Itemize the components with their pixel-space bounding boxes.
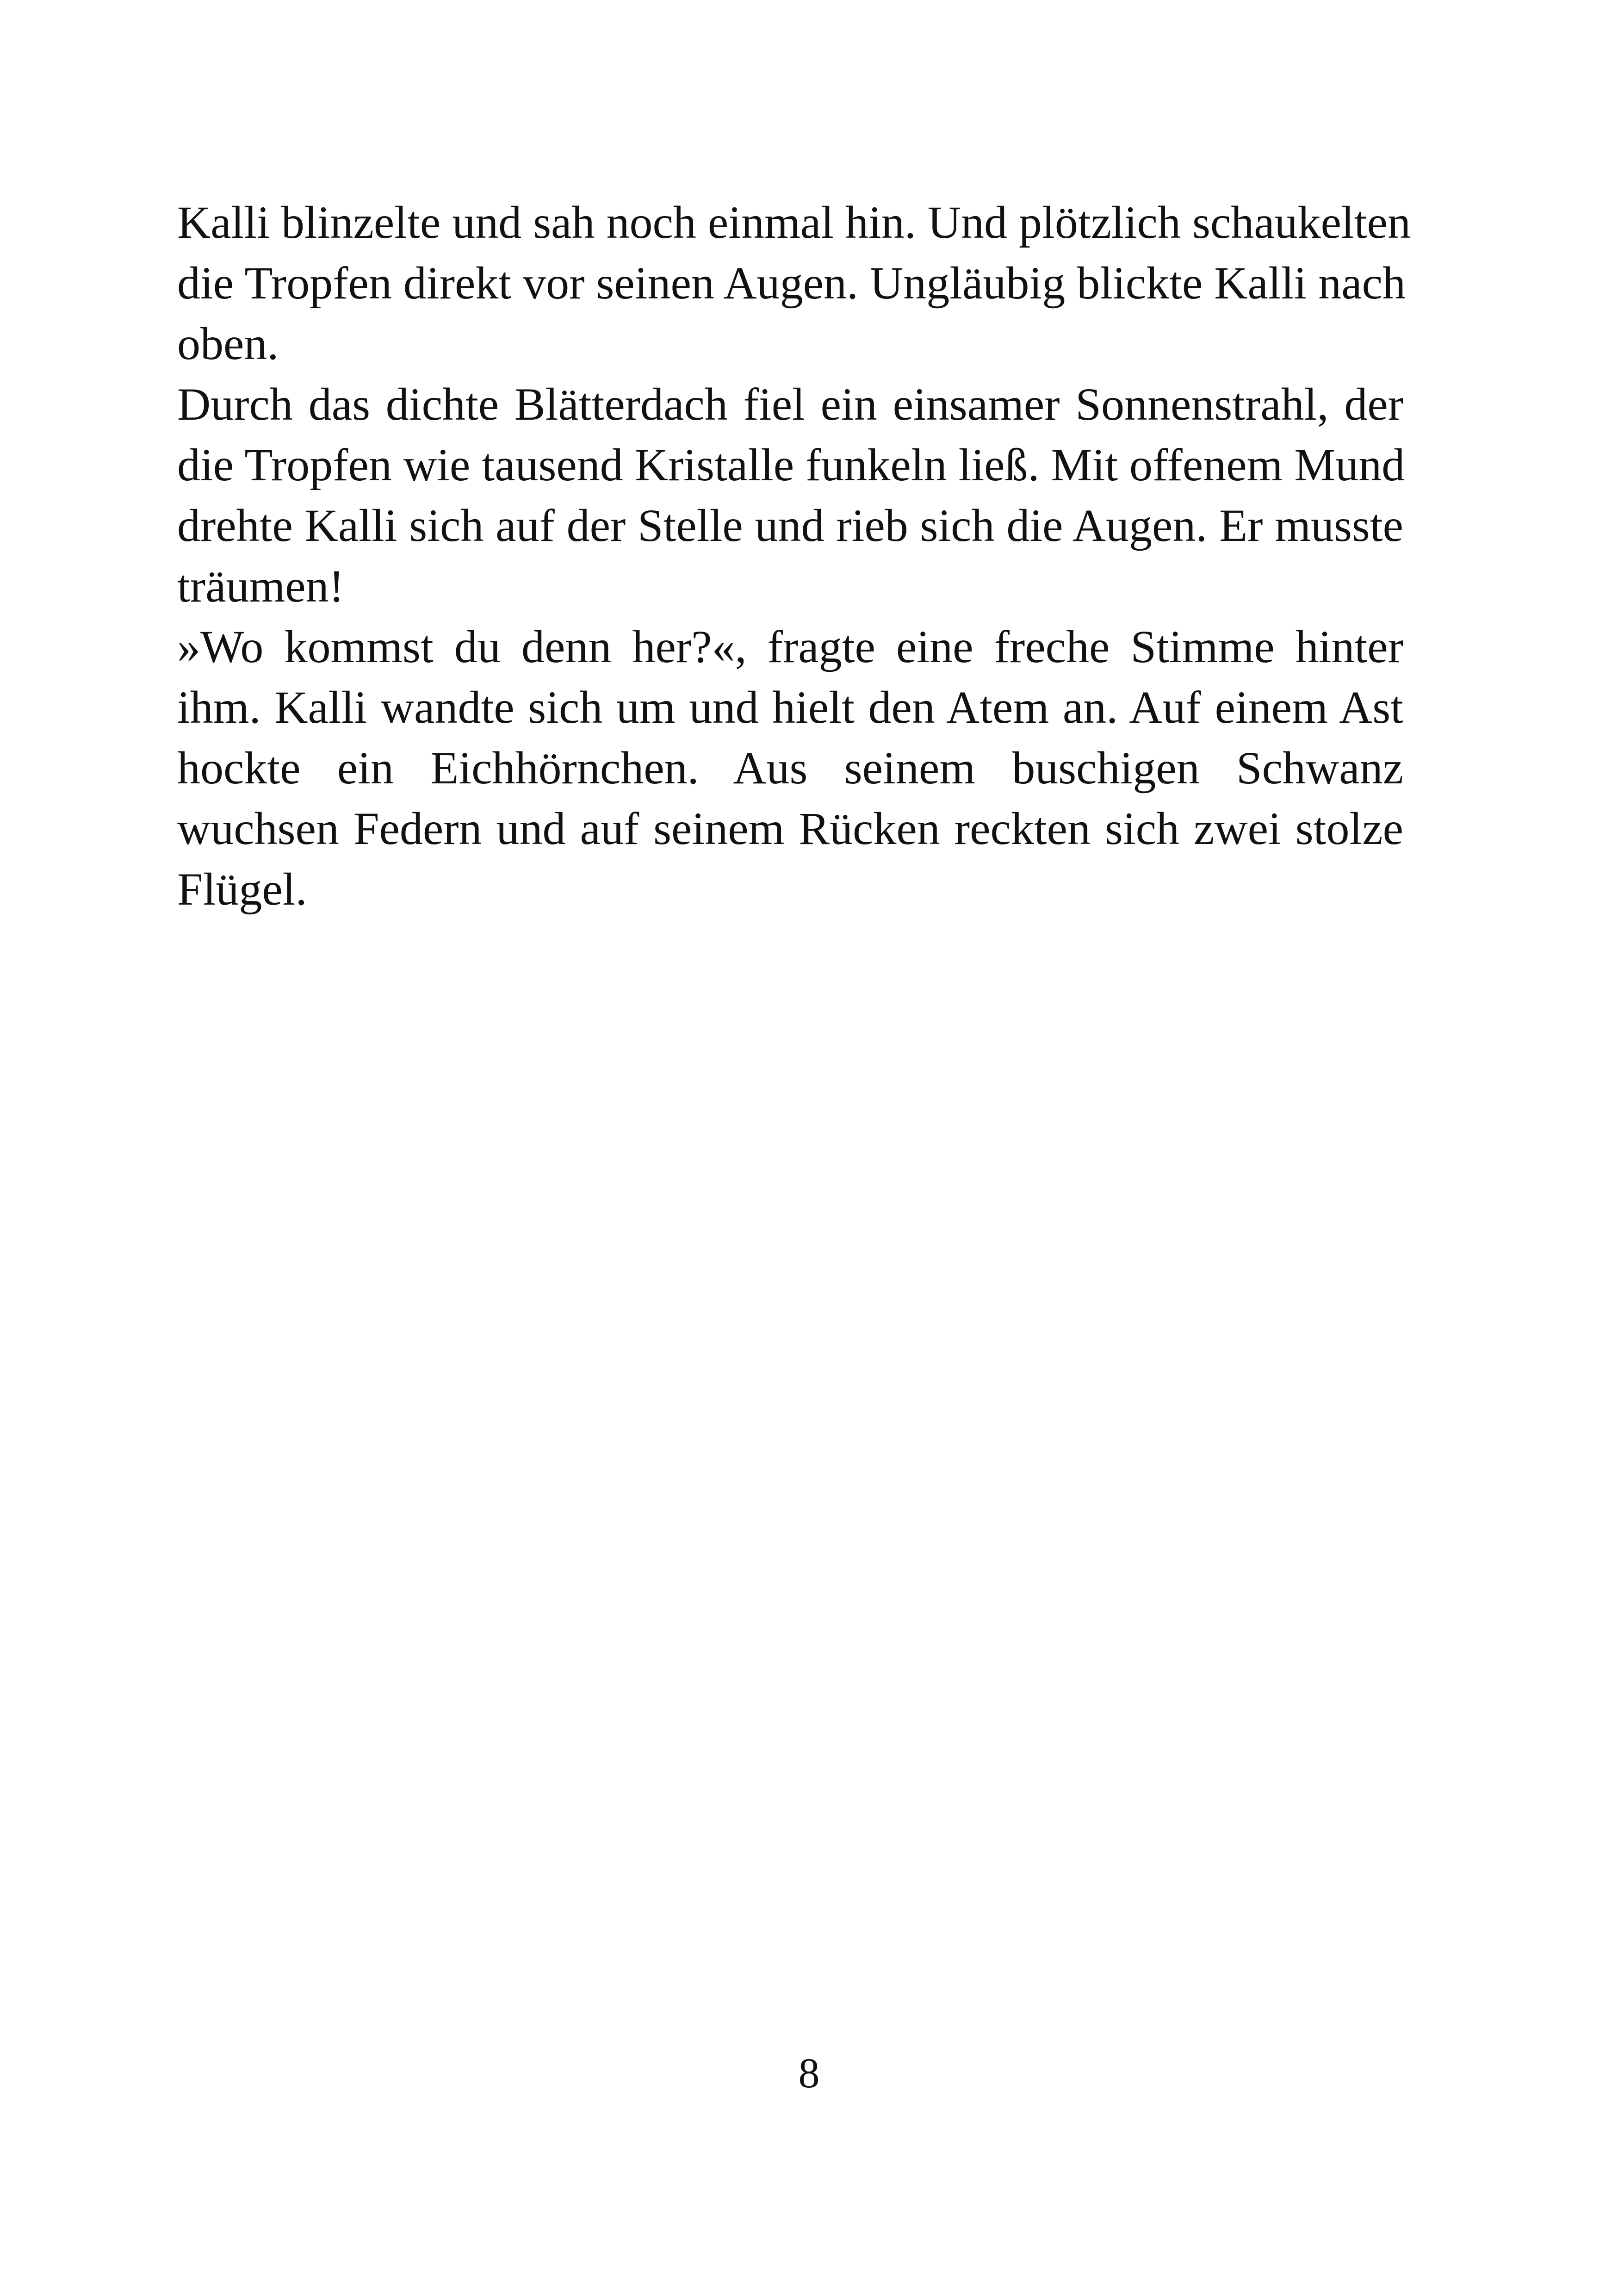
paragraph-2 bbox=[177, 374, 1403, 616]
text-line: oben. bbox=[177, 318, 279, 369]
story-text bbox=[177, 192, 1411, 919]
text-line: träumen! bbox=[177, 560, 344, 612]
paragraph-1 bbox=[177, 192, 1411, 374]
text-line: Kalli blinzelte und sah noch einmal hin. Und plötzlich schaukelten bbox=[177, 197, 1411, 248]
paragraph-3 bbox=[177, 616, 1403, 919]
text-line: drehte Kalli sich auf der Stelle und rieb sich die Augen. Er musste bbox=[177, 500, 1403, 551]
text-line: »Wo kommst du denn her?«, fragte eine freche Stimme hinter bbox=[177, 621, 1403, 672]
text-line: hockte ein Eichhörnchen. Aus seinem buschigen Schwanz bbox=[177, 742, 1403, 794]
text-line: die Tropfen direkt vor seinen Augen. Ungläubig blickte Kalli nach bbox=[177, 257, 1406, 309]
text-line: die Tropfen wie tausend Kristalle funkeln ließ. Mit offenem Mund bbox=[177, 439, 1405, 490]
text-line: ihm. Kalli wandte sich um und hielt den Atem an. Auf einem Ast bbox=[177, 682, 1403, 733]
text-line: Durch das dichte Blätterdach fiel ein einsamer Sonnenstrahl, der bbox=[177, 379, 1403, 430]
page-number: 8 bbox=[798, 2049, 820, 2097]
text-line: Flügel. bbox=[177, 863, 307, 915]
text-line: wuchsen Federn und auf seinem Rücken reckten sich zwei stolze bbox=[177, 803, 1403, 854]
